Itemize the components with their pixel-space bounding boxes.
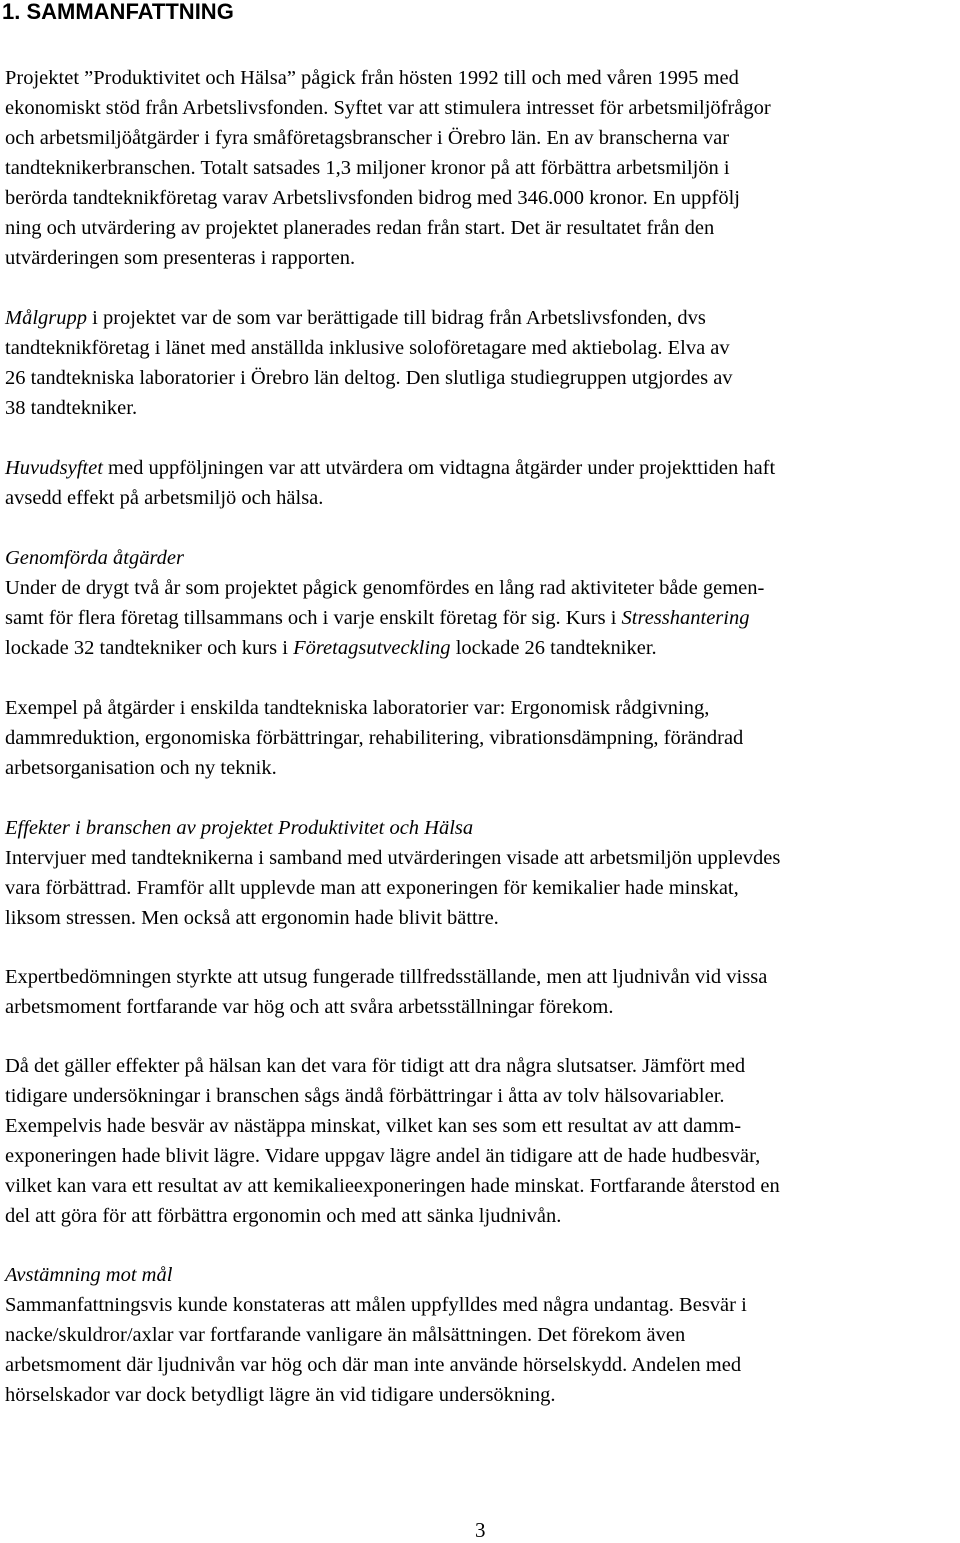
text-segment: tandteknikerbranschen. Totalt satsades 1,3 miljoner kronor på att förbättra arbetsmiljön i	[5, 157, 730, 179]
text-line	[5, 153, 730, 183]
text-segment: hörselskador var dock betydligt lägre än vid tidigare undersökning.	[5, 1384, 556, 1406]
text-line	[5, 1051, 745, 1081]
text-segment: lockade 32 tandtekniker och kurs i	[5, 637, 294, 659]
text-line	[5, 393, 137, 423]
text-segment: vara förbättrad. Framför allt upplevde man att exponeringen för kemikalier hade minskat,	[5, 877, 739, 899]
text-segment: ekonomiskt stöd från Arbetslivsfonden. Syftet var att stimulera intresset för arbetsmiljöfrågor	[5, 97, 771, 119]
text-line	[5, 303, 706, 333]
italic-text: Effekter i branschen av projektet Produktivitet och Hälsa	[5, 817, 474, 839]
text-segment: nacke/skuldror/axlar var fortfarande vanligare än målsättningen. Det förekom även	[5, 1324, 686, 1346]
text-segment: Då det gäller effekter på hälsan kan det vara för tidigt att dra några slutsatser. Jämfört med	[5, 1055, 746, 1077]
text-segment: avsedd effekt på arbetsmiljö och hälsa.	[5, 487, 324, 509]
text-segment: arbetsmoment där ljudnivån var hög och där man inte använde hörselskydd. Andelen med	[5, 1354, 742, 1376]
text-segment: 38 tandtekniker.	[5, 397, 138, 419]
text-segment: arbetsmoment fortfarande var hög och att svåra arbetsställningar förekom.	[5, 996, 614, 1018]
text-line	[5, 753, 277, 783]
text-line	[5, 333, 730, 363]
text-line	[5, 693, 709, 723]
text-line	[5, 962, 767, 992]
text-line	[5, 903, 499, 933]
text-line	[5, 483, 323, 513]
text-line	[5, 1380, 556, 1410]
text-segment: med uppföljningen var att utvärdera om vidtagna åtgärder under projekttiden haft	[102, 457, 776, 479]
text-line	[5, 243, 355, 273]
text-line	[5, 543, 184, 573]
text-line	[5, 363, 733, 393]
text-line	[5, 1201, 561, 1231]
page-number: 3	[475, 1518, 486, 1542]
text-segment: Expertbedömningen styrkte att utsug fungerade tillfredsställande, men att ljudnivån vid vissa	[5, 966, 768, 988]
text-segment: i projektet var de som var berättigade till bidrag från Arbetslivsfonden, dvs	[87, 307, 706, 329]
section-heading: 1. SAMMANFATTNING	[2, 0, 234, 24]
text-line	[5, 603, 749, 633]
italic-text: Stresshantering	[621, 607, 750, 629]
text-segment: exponeringen hade blivit lägre. Vidare uppgav lägre andel än tidigare att de hade hudbesvär,	[5, 1145, 761, 1167]
text-segment: 26 tandtekniska laboratorier i Örebro län deltog. Den slutliga studiegruppen utgjordes av	[5, 367, 733, 389]
text-segment: Projektet ”Produktivitet och Hälsa” pågick från hösten 1992 till och med våren 1995 med	[5, 67, 739, 89]
italic-text: Målgrupp	[5, 307, 87, 329]
text-line	[5, 1290, 747, 1320]
text-segment: tandteknikföretag i länet med anställda inklusive soloföretagare med aktiebolag. Elva av	[5, 337, 730, 359]
text-line	[5, 873, 739, 903]
text-line	[5, 573, 764, 603]
text-line	[5, 813, 473, 843]
text-line	[5, 93, 771, 123]
text-line	[5, 1171, 780, 1201]
text-line	[5, 1350, 741, 1380]
text-segment: Exempel på åtgärder i enskilda tandtekniska laboratorier var: Ergonomisk rådgivning,	[5, 697, 710, 719]
text-line	[5, 1081, 725, 1111]
text-line	[5, 723, 743, 753]
text-line	[5, 992, 614, 1022]
text-segment: ning och utvärdering av projektet planerades redan från start. Det är resultatet från den	[5, 217, 715, 239]
text-segment: tidigare undersökningar i branschen sågs ändå förbättringar i åtta av tolv hälsovariabler.	[5, 1085, 725, 1107]
text-segment: utvärderingen som presenteras i rapporten.	[5, 247, 356, 269]
text-line	[5, 453, 775, 483]
text-segment: Exempelvis hade besvär av nästäppa minskat, vilket kan ses som ett resultat av att damm-	[5, 1115, 742, 1137]
text-segment: lockade 26 tandtekniker.	[450, 637, 657, 659]
text-line	[5, 63, 739, 93]
text-line	[5, 1111, 741, 1141]
text-segment: samt för flera företag tillsammans och i varje enskilt företag för sig. Kurs i	[5, 607, 622, 629]
text-segment: Intervjuer med tandteknikerna i samband med utvärderingen visade att arbetsmiljön upplevdes	[5, 847, 781, 869]
text-line	[5, 633, 657, 663]
text-line	[5, 213, 714, 243]
italic-text: Avstämning mot mål	[5, 1264, 173, 1286]
text-line	[5, 1260, 172, 1290]
text-segment: del att göra för att förbättra ergonomin och med att sänka ljudnivån.	[5, 1205, 562, 1227]
text-segment: Under de drygt två år som projektet pågick genomfördes en lång rad aktiviteter både gemen-	[5, 577, 765, 599]
italic-text: Huvudsyftet	[5, 457, 103, 479]
italic-text: Genomförda åtgärder	[5, 547, 184, 569]
text-segment: liksom stressen. Men också att ergonomin hade blivit bättre.	[5, 907, 499, 929]
text-segment: Sammanfattningsvis kunde konstateras att målen uppfylldes med några undantag. Besvär i	[5, 1294, 747, 1316]
text-segment: berörda tandteknikföretag varav Arbetslivsfonden bidrog med 346.000 kronor. En uppfölj	[5, 187, 740, 209]
text-segment: och arbetsmiljöåtgärder i fyra småföretagsbranscher i Örebro län. En av branscherna var	[5, 127, 730, 149]
text-segment: arbetsorganisation och ny teknik.	[5, 757, 277, 779]
text-segment: vilket kan vara ett resultat av att kemikalieexponeringen hade minskat. Fortfarande återstod en	[5, 1175, 780, 1197]
text-line	[5, 1141, 760, 1171]
text-line	[5, 843, 780, 873]
text-line	[5, 1320, 685, 1350]
text-line	[5, 183, 740, 213]
text-line	[5, 123, 729, 153]
italic-text: Företagsutveckling	[293, 637, 451, 659]
text-segment: dammreduktion, ergonomiska förbättringar, rehabilitering, vibrationsdämpning, förändrad	[5, 727, 744, 749]
